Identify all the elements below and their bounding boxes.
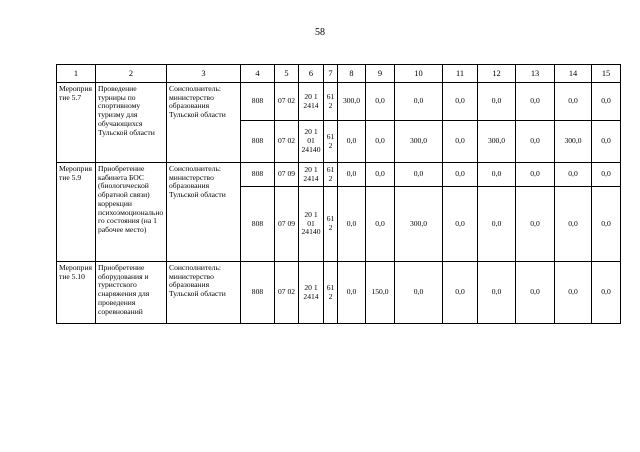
table-cell: 07 02 xyxy=(275,83,299,121)
header-cell: 5 xyxy=(275,65,299,83)
table-cell: 0,0 xyxy=(555,83,592,121)
table-cell: 0,0 xyxy=(366,187,395,262)
header-cell: 3 xyxy=(167,65,241,83)
page-number: 58 xyxy=(315,27,325,38)
table-cell: 0,0 xyxy=(478,83,516,121)
table-cell: 07 02 xyxy=(275,262,299,324)
table-cell: 0,0 xyxy=(516,262,555,324)
table-cell: 0,0 xyxy=(338,262,366,324)
table-cell: 808 xyxy=(241,262,275,324)
table-cell: 20 1 01 24140 xyxy=(299,187,324,262)
event-id: Мероприятие 5.9 xyxy=(57,163,96,262)
table-row xyxy=(57,163,621,187)
header-cell: 6 xyxy=(299,65,324,83)
table-cell: 300,0 xyxy=(338,83,366,121)
header-cell: 15 xyxy=(592,65,621,83)
table-cell: 07 09 xyxy=(275,187,299,262)
budget-table xyxy=(56,64,621,324)
table-cell: 20 1 2414 xyxy=(299,163,324,187)
table-cell: 20 1 2414 xyxy=(299,83,324,121)
table-cell: 20 1 2414 xyxy=(299,262,324,324)
table-cell: 808 xyxy=(241,187,275,262)
table-cell: 300,0 xyxy=(395,121,443,163)
table-row xyxy=(57,262,621,324)
event-title: Приобретение оборудования и туристского снаряжения для проведения соревнований xyxy=(96,262,167,324)
table-cell: 0,0 xyxy=(516,187,555,262)
table-cell: 0,0 xyxy=(516,83,555,121)
header-cell: 9 xyxy=(366,65,395,83)
table-cell: 0,0 xyxy=(338,187,366,262)
header-cell: 12 xyxy=(478,65,516,83)
header-cell: 7 xyxy=(324,65,338,83)
table-cell: 0,0 xyxy=(443,262,478,324)
table-cell: 0,0 xyxy=(592,262,621,324)
table-cell: 0,0 xyxy=(478,262,516,324)
table-cell: 0,0 xyxy=(366,121,395,163)
event-title: Приобретение кабинета БОС (биологической обратной связи) коррекции психоэмоционального состояния (на 1 рабочее место) xyxy=(96,163,167,262)
table-cell: 612 xyxy=(324,163,338,187)
table-cell: 0,0 xyxy=(592,187,621,262)
table-cell: 808 xyxy=(241,83,275,121)
table-cell: 07 09 xyxy=(275,163,299,187)
table-cell: 612 xyxy=(324,187,338,262)
event-id: Мероприятие 5.10 xyxy=(57,262,96,324)
header-cell: 8 xyxy=(338,65,366,83)
table-cell: 612 xyxy=(324,121,338,163)
header-cell: 10 xyxy=(395,65,443,83)
table-cell: 0,0 xyxy=(478,163,516,187)
table-cell: 0,0 xyxy=(516,121,555,163)
header-cell: 14 xyxy=(555,65,592,83)
table-cell: 0,0 xyxy=(366,163,395,187)
event-executor: Соисполнитель: министерство образования Тульской области xyxy=(167,83,241,163)
table-cell: 20 1 01 24140 xyxy=(299,121,324,163)
event-executor: Соисполнитель: министерство образования Тульской области xyxy=(167,262,241,324)
event-executor: Соисполнитель: министерство образования Тульской области xyxy=(167,163,241,262)
table-cell: 0,0 xyxy=(395,163,443,187)
header-cell: 2 xyxy=(96,65,167,83)
table-cell: 300,0 xyxy=(555,121,592,163)
table-cell: 0,0 xyxy=(443,121,478,163)
table-cell: 0,0 xyxy=(443,83,478,121)
event-title: Проведение турниры по спортивному туризму для обучающихся Тульской области xyxy=(96,83,167,163)
table-row xyxy=(57,83,621,121)
header-cell: 1 xyxy=(57,65,96,83)
table-cell: 0,0 xyxy=(395,262,443,324)
table-cell: 07 02 xyxy=(275,121,299,163)
table-cell: 300,0 xyxy=(478,121,516,163)
table-cell: 0,0 xyxy=(592,83,621,121)
table-cell: 0,0 xyxy=(338,163,366,187)
table-cell: 612 xyxy=(324,83,338,121)
table-cell: 0,0 xyxy=(338,121,366,163)
table-cell: 808 xyxy=(241,121,275,163)
event-id: Мероприятие 5.7 xyxy=(57,83,96,163)
table-cell: 0,0 xyxy=(592,163,621,187)
table-cell: 0,0 xyxy=(366,83,395,121)
table-cell: 0,0 xyxy=(443,187,478,262)
table-cell: 612 xyxy=(324,262,338,324)
table-cell: 0,0 xyxy=(395,83,443,121)
table-cell: 808 xyxy=(241,163,275,187)
table-cell: 0,0 xyxy=(478,187,516,262)
header-row xyxy=(57,65,621,83)
header-cell: 11 xyxy=(443,65,478,83)
table-cell: 150,0 xyxy=(366,262,395,324)
table-cell: 0,0 xyxy=(555,163,592,187)
table-cell: 0,0 xyxy=(516,163,555,187)
table-cell: 0,0 xyxy=(555,262,592,324)
header-cell: 4 xyxy=(241,65,275,83)
table-cell: 0,0 xyxy=(592,121,621,163)
header-cell: 13 xyxy=(516,65,555,83)
table-cell: 300,0 xyxy=(395,187,443,262)
table-cell: 0,0 xyxy=(555,187,592,262)
table-cell: 0,0 xyxy=(443,163,478,187)
